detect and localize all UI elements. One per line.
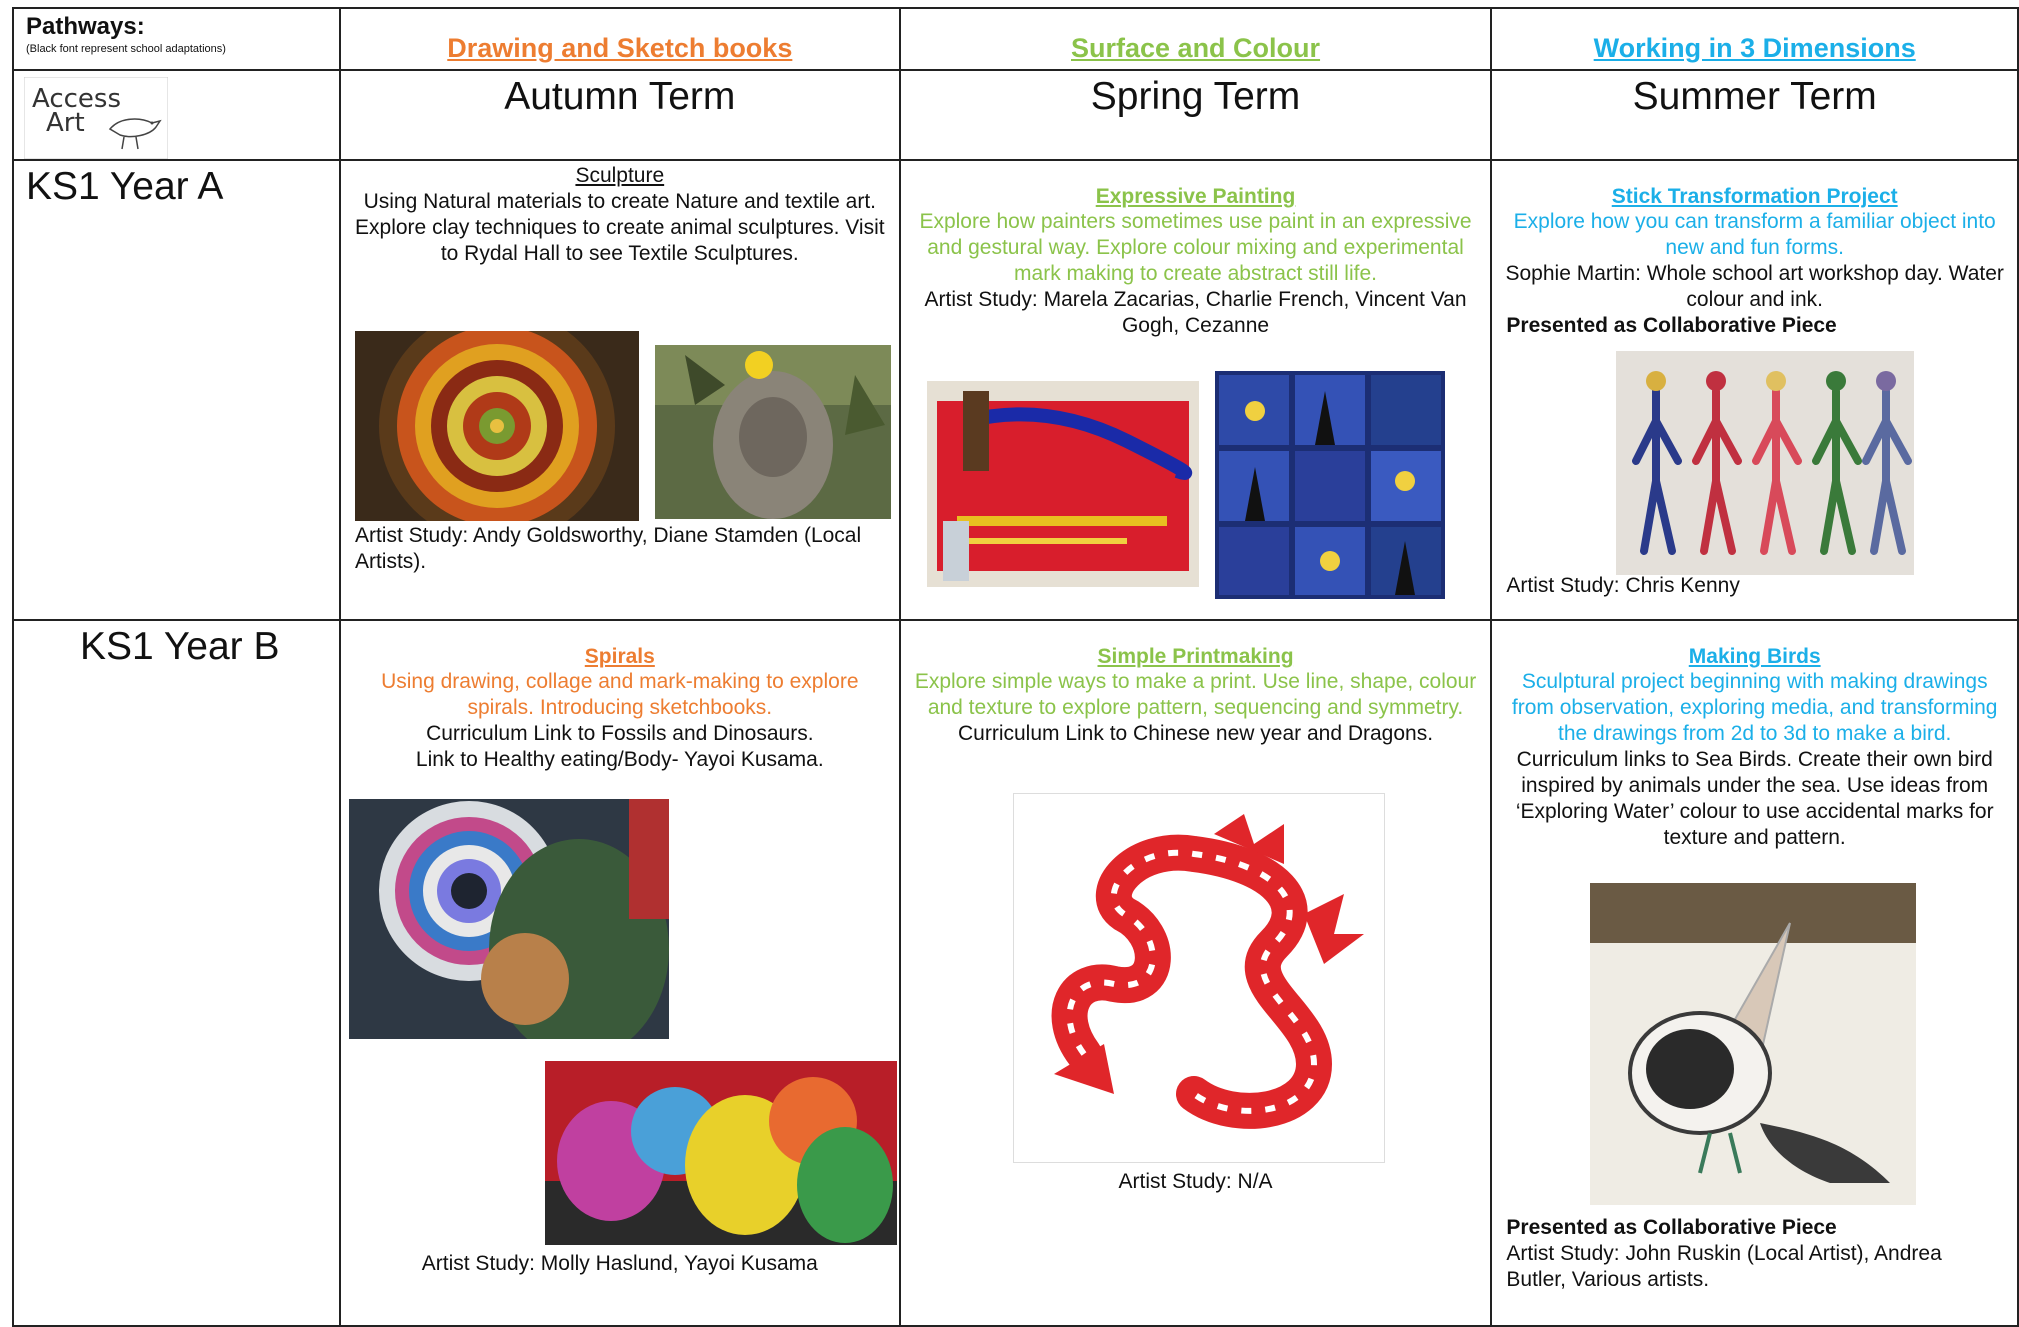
year-a-autumn-title: Sculpture	[575, 164, 665, 187]
year-b-spring-text: Curriculum Link to Chinese new year and Dragons.	[957, 722, 1434, 745]
summer-term-heading: Summer Term	[1632, 75, 1877, 118]
year-a-autumn-cell	[340, 160, 900, 620]
year-a-summer-text: Sophie Martin: Whole school art workshop day. Water colour and ink.	[1505, 262, 2004, 311]
year-b-autumn-desc: Using drawing, collage and mark-making to explore spirals. Introducing sketchbooks.	[381, 670, 859, 719]
row-label-year-a: KS1 Year A	[26, 165, 224, 208]
year-a-autumn-text: Using Natural materials to create Nature and textile art. Explore clay techniques to create animal sculptures. Visit to Rydal Hall to see Textile Sculptures.	[355, 190, 885, 265]
pathways-note: (Black font represent school adaptations)	[26, 43, 226, 55]
year-b-spring-artist: Artist Study: N/A	[1118, 1170, 1273, 1193]
year-a-spring-artist: Artist Study: Marela Zacarias, Charlie French, Vincent Van Gogh, Cezanne	[924, 288, 1467, 337]
spring-term-heading: Spring Term	[1090, 75, 1301, 118]
pathways-cell	[13, 8, 340, 70]
year-b-autumn-text1: Curriculum Link to Fossils and Dinosaurs.	[426, 722, 814, 745]
year-a-summer-desc: Explore how you can transform a familiar object into new and fun forms.	[1513, 210, 1996, 259]
year-b-autumn-title: Spirals	[584, 645, 655, 668]
year-b-spring-cell	[900, 620, 1492, 1326]
year-b-spring-title: Simple Printmaking	[1097, 645, 1294, 668]
year-a-summer-bold: Presented as Collaborative Piece	[1506, 314, 1837, 337]
year-b-summer-text: Curriculum links to Sea Birds. Create their own bird inspired by animals under the sea. Use ideas from ‘Exploring Water’ colour to use accidental marks for texture and pattern.	[1515, 748, 1994, 849]
pathway-3d-link[interactable]: Working in 3 Dimensions	[1593, 33, 1916, 63]
year-b-summer-desc: Sculptural project beginning with making drawings from observation, exploring media, and transforming the drawings from 2d to 3d to make a bird.	[1511, 670, 1998, 745]
logo-text-2: Art	[46, 108, 85, 138]
red-dragon-image	[1013, 793, 1385, 1163]
starry-night-tiles-photo	[1215, 371, 1445, 599]
year-b-autumn-artist: Artist Study: Molly Haslund, Yayoi Kusama	[421, 1252, 818, 1275]
leaf-mandala-photo	[355, 331, 639, 521]
year-b-summer-title: Making Birds	[1688, 645, 1821, 668]
kusama-pumpkins-photo	[545, 1061, 897, 1245]
curriculum-table	[12, 7, 2019, 1327]
year-b-autumn-text2: Link to Healthy eating/Body- Yayoi Kusama.	[415, 748, 824, 771]
textile-sculpture-photo	[655, 345, 891, 519]
year-b-summer-cell	[1491, 620, 2018, 1326]
paper-bird-photo	[1590, 883, 1916, 1205]
year-b-spring-desc: Explore simple ways to make a print. Use line, shape, colour and texture to explore pattern, sequencing and symmetry.	[914, 670, 1477, 719]
year-a-summer-cell	[1491, 160, 2018, 620]
year-a-autumn-artist: Artist Study: Andy Goldsworthy, Diane Stamden (Local Artists).	[354, 524, 862, 573]
year-a-spring-cell	[900, 160, 1492, 620]
logo-text-1: Access	[32, 84, 122, 114]
year-b-autumn-cell	[340, 620, 900, 1326]
year-a-summer-title: Stick Transformation Project	[1611, 185, 1898, 208]
row-label-year-b: KS1 Year B	[80, 625, 280, 668]
autumn-term-heading: Autumn Term	[504, 75, 736, 118]
year-a-spring-desc: Explore how painters sometimes use paint in an expressive and gestural way. Explore colour mixing and experimental mark making to create abstract still life.	[919, 210, 1472, 285]
year-b-summer-artist: Artist Study: John Ruskin (Local Artist), Andrea Butler, Various artists.	[1506, 1242, 1942, 1291]
spiral-drawing-photo	[349, 799, 669, 1039]
expressive-painting-photo	[927, 381, 1199, 587]
year-a-summer-artist: Artist Study: Chris Kenny	[1506, 574, 1740, 597]
year-b-summer-bold: Presented as Collaborative Piece	[1506, 1216, 1837, 1239]
accessart-logo	[24, 77, 168, 159]
pathway-drawing-link[interactable]: Drawing and Sketch books	[447, 33, 793, 63]
pathways-title: Pathways:	[26, 13, 145, 40]
stick-figures-photo	[1616, 351, 1914, 575]
year-a-spring-title: Expressive Painting	[1095, 185, 1296, 208]
pathway-surface-link[interactable]: Surface and Colour	[1071, 33, 1321, 63]
